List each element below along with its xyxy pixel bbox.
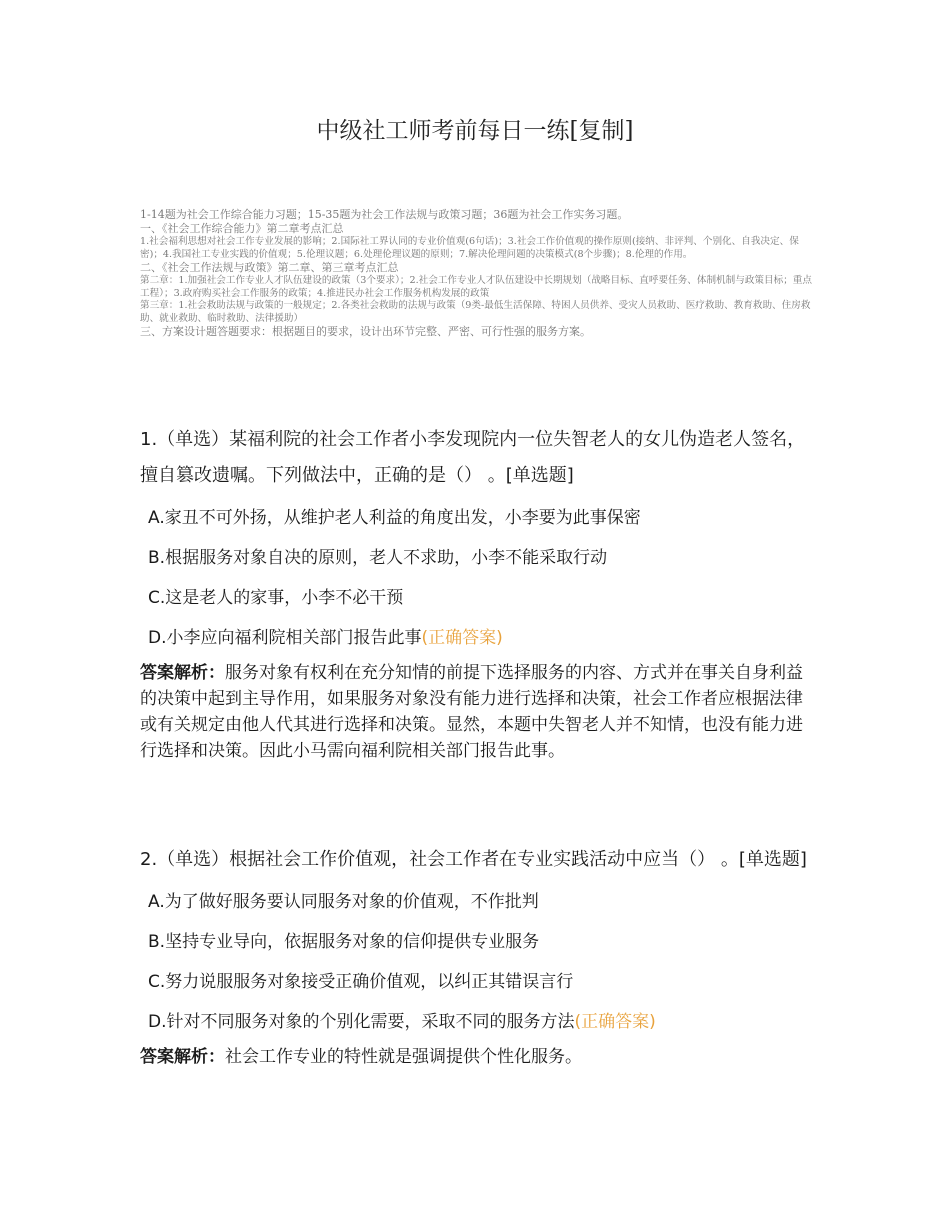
option-text: D.小李应向福利院相关部门报告此事 [148,628,422,648]
option-text: C.努力说服服务对象接受正确价值观，以纠正其错误言行 [148,972,574,992]
option-d[interactable] [140,1002,812,1042]
intro-line: 1-14题为社会工作综合能力习题；15-35题为社会工作法规与政策习题；36题为社会工作实务习题。 [140,208,629,221]
option-a[interactable] [140,882,812,922]
option-b[interactable] [140,922,812,962]
section-1-body: 1.社会福利思想对社会工作专业发展的影响；2.国际社工界认同的专业价值观(6句话)；3.社会工作价值观的操作原则(接纳、非评判、个别化、自我决定、保密)；4.我国社工专业实践的价值观；5.伦理议题；6.处理伦理议题的原则；7.解决伦理问题的决策模式(8个步骤)；8.伦理的作用。 [140,236,799,260]
option-text: C.这是老人的家事，小李不必干预 [148,588,404,608]
option-a[interactable] [140,498,812,538]
section-3-title: 三、方案设计题答题要求：根据题目的要求，设计出环节完整、严密、可行性强的服务方案。 [140,325,591,338]
correct-answer-tag: (正确答案) [421,628,503,648]
option-c[interactable] [140,578,812,618]
question-2 [140,842,812,1070]
analysis-label: 答案解析： [140,663,225,683]
section-2-body-ch3: 第三章：1.社会救助法规与政策的一般规定；2.各类社会救助的法规与政策（9类-最低生活保障、特困人员供养、受灾人员救助、医疗救助、教育救助、住房救助、就业救助、临时救助、法律援助） [140,300,811,324]
section-2-title: 二、《社会工作法规与政策》第二章、第三章考点汇总 [140,261,399,274]
answer-analysis [140,660,812,764]
option-text: B.根据服务对象自决的原则，老人不求助，小李不能采取行动 [148,548,608,568]
question-stem: 1.（单选）某福利院的社会工作者小李发现院内一位失智老人的女儿伪造老人签名，擅自篡改遗嘱。下列做法中，正确的是（） 。[单选题] [140,429,806,486]
question-1 [140,422,812,764]
option-d[interactable] [140,618,812,658]
question-stem: 2.（单选）根据社会工作价值观，社会工作者在专业实践活动中应当（） 。[单选题] [140,849,807,870]
option-text: B.坚持专业导向，依据服务对象的信仰提供专业服务 [148,932,540,952]
correct-answer-tag: (正确答案) [574,1012,656,1032]
analysis-text: 服务对象有权利在充分知情的前提下选择服务的内容、方式并在事关自身利益的决策中起到主导作用，如果服务对象没有能力进行选择和决策，社会工作者应根据法律或有关规定由他人代其进行选择和决策。显然，本题中失智老人并不知情，也没有能力进行选择和决策。因此小马需向福利院相关部门报告此事。 [140,663,803,761]
analysis-label: 答案解析： [140,1047,225,1067]
analysis-text: 社会工作专业的特性就是强调提供个性化服务。 [225,1047,582,1067]
option-text: A.为了做好服务要认同服务对象的价值观，不作批判 [148,892,539,912]
page-title: 中级社工师考前每日一练[复制] [316,118,634,144]
option-b[interactable] [140,538,812,578]
option-text: D.针对不同服务对象的个别化需要，采取不同的服务方法 [148,1012,575,1032]
answer-analysis [140,1044,812,1070]
section-2-body-ch2: 第二章：1.加强社会工作专业人才队伍建设的政策（3个要求）；2.社会工作专业人才队伍建设中长期规划（战略目标、直呼要任务、体制机制与政策目标；重点工程）；3.政府购买社会工作服务的政策；4.推进民办社会工作服务机构发展的政策 [140,275,812,299]
intro-block [140,208,812,339]
option-text: A.家丑不可外扬，从维护老人利益的角度出发，小李要为此事保密 [148,508,641,528]
section-1-title: 一、《社会工作综合能力》第二章考点汇总 [140,222,344,235]
option-c[interactable] [140,962,812,1002]
